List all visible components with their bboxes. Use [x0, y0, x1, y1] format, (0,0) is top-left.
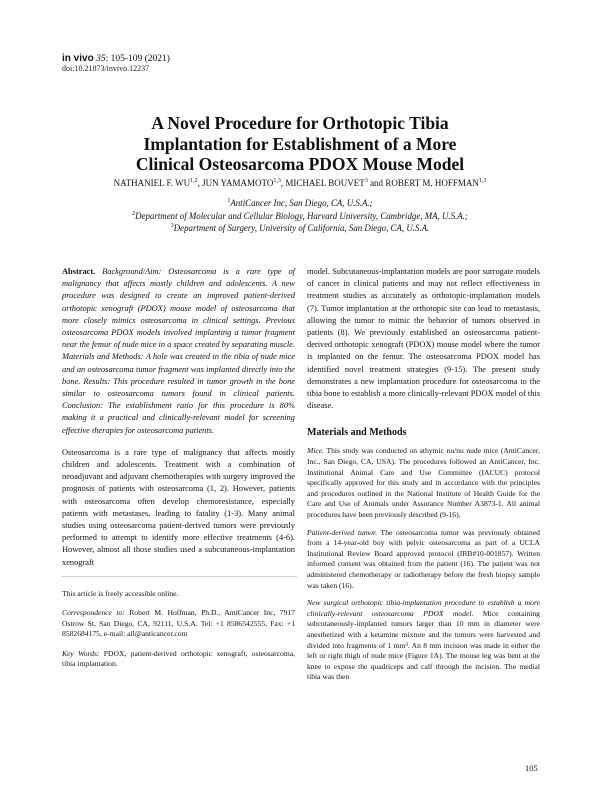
mice-subheading: Mice. [307, 446, 325, 456]
journal-name: in vivo [62, 53, 94, 64]
affiliation [60, 197, 540, 210]
author-list [60, 177, 540, 189]
title-line: Clinical Osteosarcoma PDOX Mouse Model [135, 154, 465, 174]
left-column [62, 266, 295, 569]
author-separator: and [367, 178, 386, 188]
keywords [62, 649, 295, 670]
journal-pages: : 105-109 (2021) [105, 54, 170, 64]
author-affil-ref: 1,2 [190, 178, 198, 184]
title-line: Implantation for Establishment of a More [143, 133, 457, 154]
introduction-paragraph-cont: model. Subcutaneous-implantation models are poor surrogate models of cancer in clinical patients and may not reflect effectiveness in treatment studies as accurately as orthotopic-implantation models (7). Tumor implantation at the orthotopic site can lead to metastasis, allowing the tumor to mimic the behavior of tumors observed in patients (8). We previously established an osteosarcoma patient-derived orthotopic xenograft (PDOX) mouse model where the tumor is implanted on the femur. The osteosarcoma PDOX model has identified novel treatment strategies (9-15). The present study demonstrates a new implantation procedure for osteosarcoma to the tibia bone to establish a more clinically-relevant PDOX model of this disease. [307, 267, 540, 411]
author-name: MICHAEL BOUVET [285, 178, 365, 188]
title-line: A Novel Procedure for Orthotopic Tibia [151, 113, 449, 133]
procedure-paragraph [307, 598, 540, 683]
author-name: NATHANIEL F. WU [113, 178, 191, 188]
keywords-text: PDOX, patient-derived orthotopic xenograft, osteosarcoma, tibia implantation. [62, 648, 295, 669]
section-heading: Materials and Methods [307, 427, 407, 439]
author-name: ROBERT M. HOFFMAN [385, 178, 479, 188]
footnotes [62, 589, 295, 678]
affiliation [60, 210, 540, 223]
affiliation-text: Department of Molecular and Cellular Biology, Harvard University, Cambridge, MA, U.S.A.; [135, 210, 468, 221]
journal-volume: 35 [96, 54, 106, 64]
author-affil-ref: 1,3 [478, 178, 487, 184]
introduction-paragraph: Osteosarcoma is a rare type of malignancy that affects mostly children and adolescents. Treatment with a combination of neoadjuvant and adjuvant chemotherapies with surgery improved the prognosis of patients with osteosarcoma (1, 2). However, patients with osteosarcoma often develop chemoresistance, especially patients with metastases, leading to fatality (1-3). Many animal studies using osteosarcoma patient-derived tumors were previously performed to attempt to identify more effective treatments (4-6). However, almost all those studies used a subcutaneous-implantation xenograft [62, 447, 295, 567]
tumor-text: The osteosarcoma tumor was previously obtained from a 14-year-old boy with pelvic osteosarcoma as part of a UCLA Institutional Review Board approved protocol (IRB#10-001857). Written informed consent was obtained from the patient (16). The patient was not administered chemotherapy or radiotherapy before the fresh biopsy sample was taken (16). [307, 527, 540, 590]
author-affil-ref: 1,3 [273, 178, 281, 184]
correspondence-label: Correspondence to: [62, 608, 125, 618]
affiliation-number: 2 [132, 210, 136, 217]
procedure-text: Mice containing subcutaneously-implanted tumors larger than 10 mm in diameter were anesthetized with a ketamine mixture and the tumors were harvested and divided into fragments of 1 mm³. An 8 mm incision was made in either the left or right thigh of nude mice (Figure 1A). The mouse leg was bent at the knee to expose the quadriceps and calf through the incision. The medial tibia was then [307, 608, 540, 682]
affiliation-number: 3 [170, 223, 174, 230]
affiliations [60, 197, 540, 235]
author-separator: , [280, 178, 286, 188]
mice-text: This study was conducted on athymic nu/nu nude mice (AntiCancer, Inc., San Diego, CA, USA). The procedures followed an AntiCancer, Inc. Institutional Animal Care and Use Committee (IACUC) protocol specifically approved for this study and in accordance with the principles and procedures outlined in the National Institute of Health Guide for the Care and Use of Animals under Assurance Number A3873-1. All animal procedures have been previously described (9-16). [307, 446, 540, 519]
correspondence [62, 608, 295, 639]
abstract [62, 266, 295, 437]
affiliation-text: Department of Surgery, University of California, San Diego, CA, U.S.A. [173, 223, 430, 233]
access-note: This article is freely accessible online. [62, 589, 179, 598]
page-number: 105 [525, 763, 538, 773]
author-affil-ref: 3 [364, 178, 368, 184]
right-column [307, 266, 540, 683]
footnote-divider [62, 576, 297, 577]
mice-paragraph [307, 446, 540, 520]
tumor-subheading: Patient-derived tumor. [307, 527, 378, 537]
abstract-text: Background/Aim: Osteosarcoma is a rare type of malignancy that affects mostly children and adolescents. A new procedure was designed to create an improved patient-derived orthotopic xenograft (PDOX) mouse model of osteosarcoma that more closely mimics osteosarcoma in clinical settings. Previous osteosarcoma PDOX models involved implanting a tumor fragment near the femur of nude mice in a space created by separating muscle. Materials and Methods: A hole was created in the tibia of nude mice and an osteosarcoma tumor fragment was implanted directly into the bone. Results: This procedure resulted in tumor growth in the bone similar to osteosarcoma tumors found in clinical patients. Conclusion: The establishment ratio for this procedure is 80% making it a practical and clinically-relevant model for screening effective therapies for osteosarcoma patients. [62, 267, 296, 435]
tumor-paragraph [307, 528, 540, 592]
author-name: JUN YAMAMOTO [202, 178, 274, 188]
affiliation [60, 222, 540, 235]
correspondence-text: Robert M. Hoffman, Ph.D., AntiCancer Inc, 7917 Ostrow St, San Diego, CA, 92111, U.S.A. Tel: +1 8586542555, Fax: +1 8582684175, e-mail: all@anticancer.com [62, 608, 295, 639]
author-separator: , [197, 178, 203, 188]
affiliation-text: AntiCancer Inc, San Diego, CA, U.S.A.; [230, 198, 373, 208]
abstract-label: Abstract. [62, 267, 96, 276]
keywords-label: Key Words: [62, 648, 100, 658]
article-title [60, 113, 540, 175]
procedure-subheading: New surgical orthotopic tibia-implantation procedure to establish a more clinically-relevant osteosarcoma PDOX model. [307, 598, 540, 618]
doi: doi:10.21873/invivo.12237 [62, 64, 150, 73]
affiliation-number: 1 [227, 198, 231, 205]
